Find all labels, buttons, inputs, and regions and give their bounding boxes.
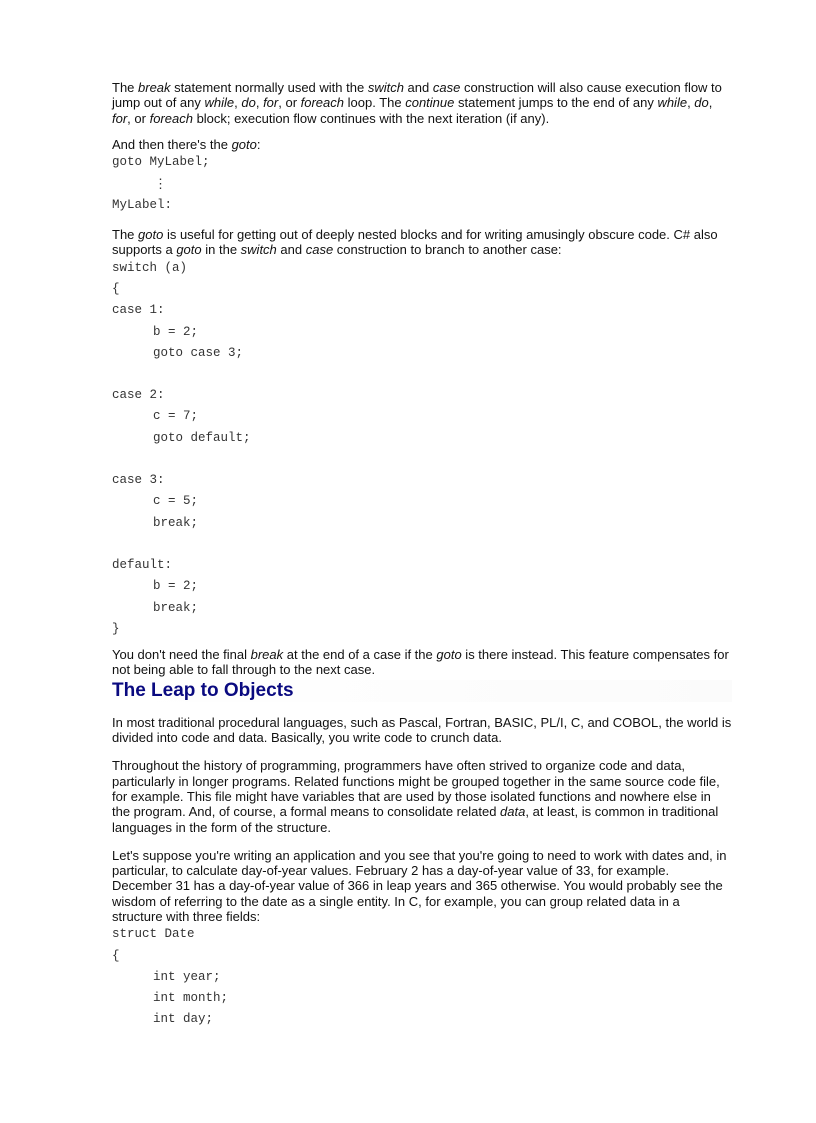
code-line: c = 7; — [153, 409, 199, 424]
code-line: switch (a) — [112, 260, 188, 275]
code-line: int year; — [153, 969, 221, 984]
code-line: case 1: — [112, 303, 165, 318]
paragraph-procedural: In most traditional procedural languages, such as Pascal, Fortran, BASIC, PL/I, C, and COBOL, the world is divided into code and data. Basically, you write code to crunch data. — [112, 714, 732, 746]
blank-line — [112, 364, 732, 385]
code-line: goto case 3; — [153, 345, 244, 360]
code-line: break; — [153, 515, 199, 530]
paragraph-dates: Let's suppose you're writing an application and you see that you're going to need to work with dates and, in particular, to calculate day-of-year values. February 2 has a day-of-year value of 33, for example. December 31 has a day-of-year value of 366 in leap years and 365 otherwise. You would probably see the wisdom of referring to the date as a single entity. In C, for example, you can group related data in a structure with three fields: — [112, 847, 727, 924]
paragraph-final-break: You don't need the final break at the end of a case if the goto is there instead. This feature compensates for not being able to fall through to the next case. — [112, 647, 729, 678]
goto-code-block — [112, 152, 732, 216]
code-line: int month; — [153, 991, 229, 1006]
code-line: { — [112, 281, 120, 296]
code-line: } — [112, 621, 120, 636]
section-heading: The Leap to Objects — [112, 680, 732, 702]
paragraph-goto-intro: And then there's the goto: — [112, 136, 261, 152]
code-line: int day; — [153, 1012, 214, 1027]
code-line: goto MyLabel; — [112, 155, 210, 170]
code-line: case 3: — [112, 473, 165, 488]
paragraph-break-continue: The break statement normally used with the switch and case construction will also cause execution flow to jump out of any while, do, for, or foreach loop. The continue statement jumps to the end of any while, do, for, or foreach block; execution flow continues with the next iteration (if any). — [112, 80, 722, 126]
code-line: { — [112, 948, 120, 963]
code-line: b = 2; — [153, 324, 199, 339]
code-line: c = 5; — [153, 494, 199, 509]
struct-code-block — [112, 924, 732, 1030]
code-line: default: — [112, 557, 173, 572]
code-line: b = 2; — [153, 579, 199, 594]
paragraph-history: Throughout the history of programming, programmers have often strived to organize code and data, particularly in longer programs. Related functions might be grouped together in the same source code file, for example. This file might have variables that are used by those isolated functions and nowhere else in the program. And, of course, a formal means to consolidate related data, at least, is common in traditional languages in the form of the structure. — [112, 758, 720, 835]
paragraph-goto-usage: The goto is useful for getting out of deeply nested blocks and for writing amusingly obscure code. C# also supports a goto in the switch and case construction to branch to another case: — [112, 227, 718, 258]
code-line: struct Date — [112, 927, 195, 942]
switch-code-block — [112, 258, 732, 640]
blank-line — [112, 449, 732, 470]
code-line: break; — [153, 600, 199, 615]
code-line: case 2: — [112, 388, 165, 403]
code-line: MyLabel: — [112, 197, 173, 212]
vertical-ellipsis: ⋮ — [154, 176, 167, 192]
document-page — [112, 80, 732, 1031]
code-line: goto default; — [153, 430, 251, 445]
blank-line — [112, 534, 732, 555]
